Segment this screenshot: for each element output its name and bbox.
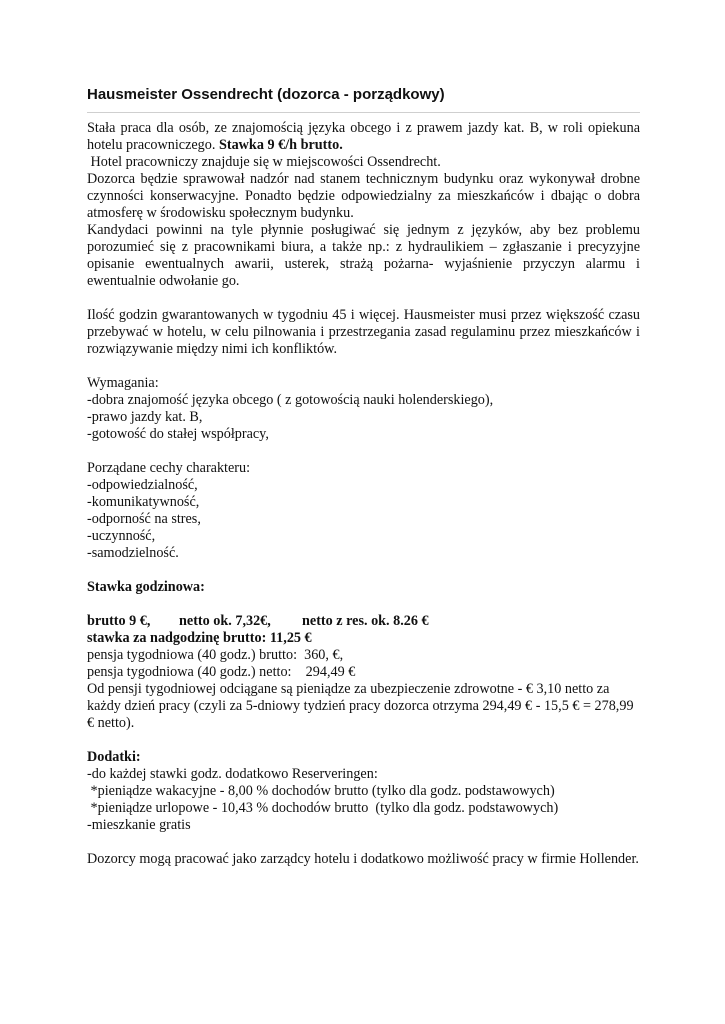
weekly-brutto: pensja tygodniowa (40 godz.) brutto: 360, €, (87, 647, 344, 663)
intro-rate: Stawka 9 €/h brutto. (218, 137, 343, 153)
requirement-item: -gotowość do stałej współpracy, (87, 426, 269, 442)
intro-line-1: Stała praca dla osób, ze znajomością języka obcego i z prawem jazdy kat. B, w roli opiekuna (87, 120, 640, 136)
rate-netto-res: netto z res. ok. 8.26 € (302, 613, 429, 629)
insurance-note: Od pensji tygodniowej odciągane są pieniądze za ubezpieczenie zdrowotne - € 3,10 netto za każdy dzień pracy (czyli za 5-dniowy tydzień pracy dozorca otrzyma 294,49 € - 15,5 € = 278,99 € netto). (87, 681, 634, 731)
overtime-rate: stawka za nadgodzinę brutto: 11,25 € (87, 630, 312, 646)
document-title: Hausmeister Ossendrecht (dozorca - porządkowy) (87, 86, 445, 103)
requirement-item: -dobra znajomość języka obcego ( z gotowością nauki holenderskiego), (87, 392, 494, 408)
location-text: Hotel pracowniczy znajduje się w miejscowości Ossendrecht. (87, 154, 441, 170)
weekly-netto: pensja tygodniowa (40 godz.) netto: 294,49 € (87, 664, 356, 680)
trait-item: -odpowiedzialność, (87, 477, 198, 493)
trait-item: -odporność na stres, (87, 511, 201, 527)
rate-heading: Stawka godzinowa: (87, 579, 205, 595)
trait-item: -samodzielność. (87, 545, 179, 561)
duties-paragraph-2: Kandydaci powinni na tyle płynnie posługiwać się jednym z języków, aby bez problemu porozumieć się z pracownikami biura, a także np.: z hydraulikiem – zgłaszanie i precyzyjne opisanie ewentualnych awarii, usterek, strażą pożarna- wyjaśnienie przyczyn alarmu i ewentualnie odwołanie go. (87, 222, 640, 289)
closing-paragraph: Dozorcy mogą pracować jako zarządcy hotelu i dodatkowo możliwość pracy w firmie Hollender. (87, 851, 639, 867)
extras-item: *pieniądze urlopowe - 10,43 % dochodów brutto (tylko dla godz. podstawowych) (87, 800, 559, 816)
trait-item: -uczynność, (87, 528, 156, 544)
rate-netto: netto ok. 7,32€, (179, 613, 271, 629)
intro-line-2 (87, 137, 640, 154)
rate-line (87, 613, 640, 630)
requirement-item: -prawo jazdy kat. B, (87, 409, 203, 425)
requirements-heading: Wymagania: (87, 375, 159, 391)
extras-item: *pieniądze wakacyjne - 8,00 % dochodów brutto (tylko dla godz. podstawowych) (87, 783, 555, 799)
extras-item: -mieszkanie gratis (87, 817, 191, 833)
hours-paragraph: Ilość godzin gwarantowanych w tygodniu 45 i więcej. Hausmeister musi przez większość czasu przebywać w hotelu, w celu pilnowania i przestrzegania zasad regulaminu przez mieszkańców i rozwiązywanie między nimi ich konfliktów. (87, 307, 640, 357)
extras-heading: Dodatki: (87, 749, 141, 765)
title-divider (87, 112, 640, 113)
document-page (87, 80, 640, 868)
trait-item: -komunikatywność, (87, 494, 200, 510)
intro-text: hotelu pracowniczego. (87, 137, 216, 153)
rate-brutto: brutto 9 €, (87, 613, 151, 629)
traits-heading: Porządane cechy charakteru: (87, 460, 251, 476)
extras-item: -do każdej stawki godz. dodatkowo Reserveringen: (87, 766, 378, 782)
duties-paragraph-1: Dozorca będzie sprawował nadzór nad stanem technicznym budynku oraz wykonywał drobne czynności konserwacyjne. Ponadto będzie odpowiedzialny za mieszkańców i dbając o dobra atmosferę w środowisku społecznym budynku. (87, 171, 640, 221)
